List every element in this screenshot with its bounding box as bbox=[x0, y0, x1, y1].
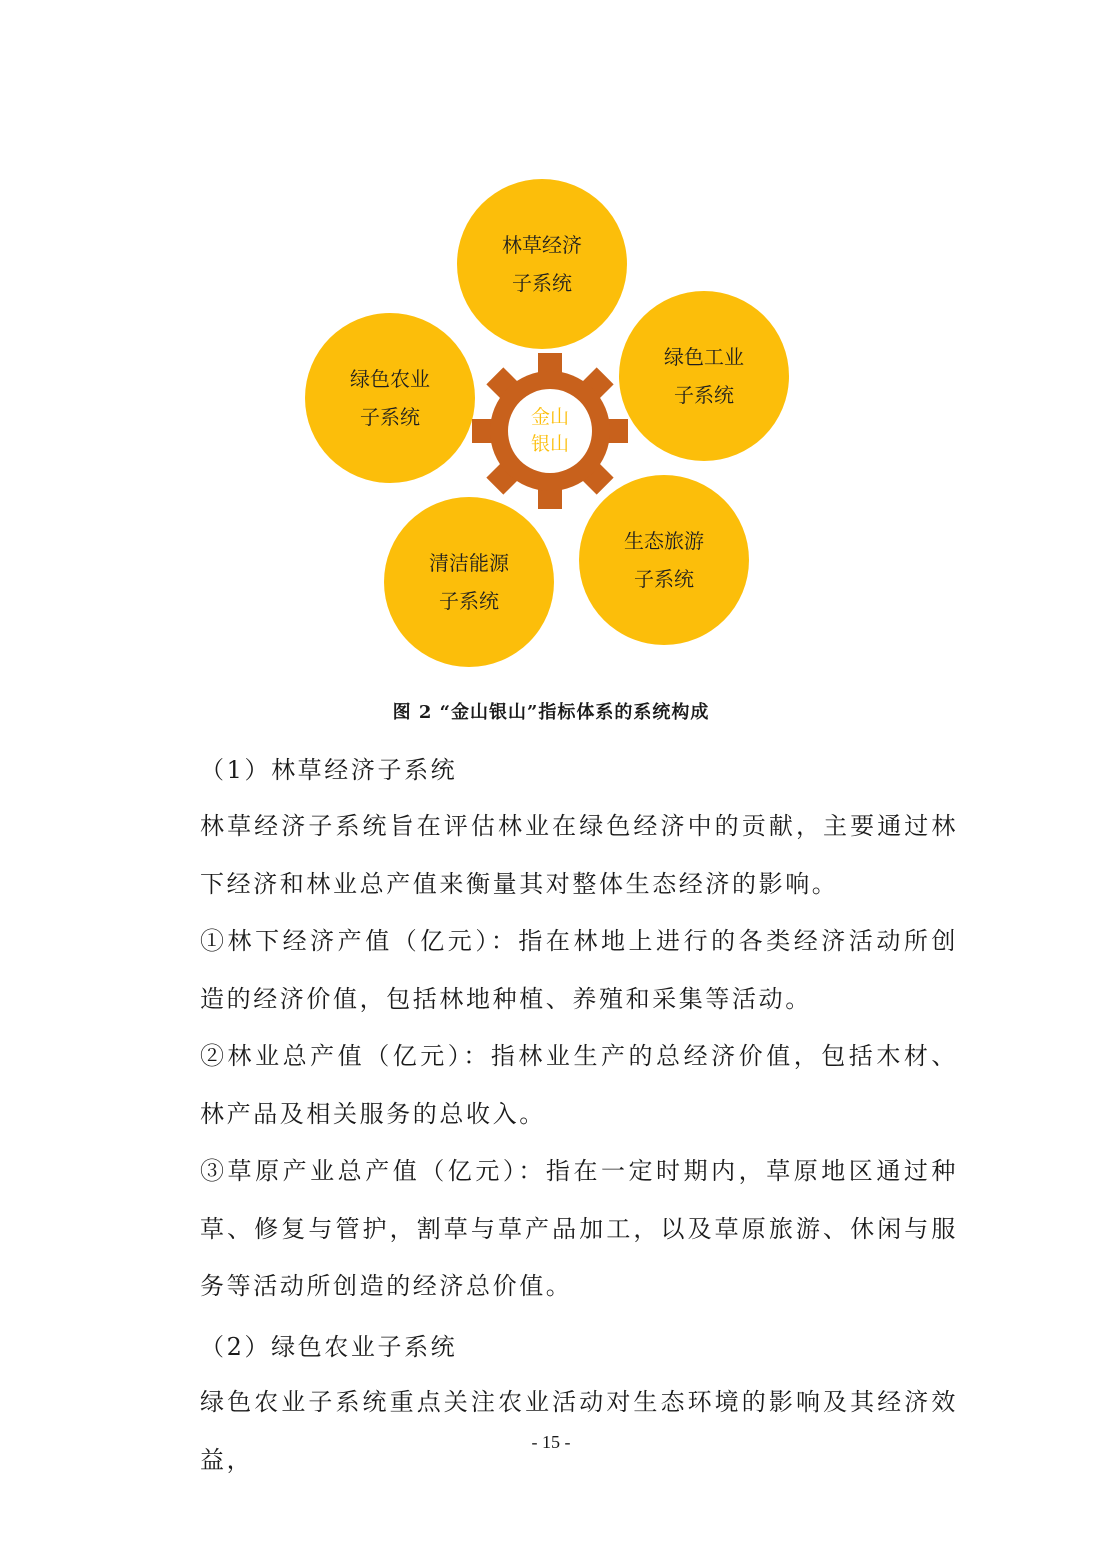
center-label-line1: 金山 bbox=[530, 406, 569, 428]
circle-green-industry bbox=[619, 291, 789, 461]
system-diagram bbox=[0, 0, 1102, 680]
circle-label-line1: 生态旅游 bbox=[624, 529, 704, 553]
figure-caption: 图 2 “金山银山”指标体系的系统构成 bbox=[392, 702, 710, 723]
circle-green-agriculture bbox=[305, 313, 475, 483]
circle-label-line2: 子系统 bbox=[674, 383, 734, 407]
center-label-line2: 银山 bbox=[530, 433, 569, 455]
center-label bbox=[472, 353, 628, 509]
section-1-heading: （1）林草经济子系统 bbox=[200, 756, 458, 784]
item-2-text: ②林业总产值（亿元）：指林业生产的总经济价值，包括木材、林产品及相关服务的总收入。 bbox=[200, 1042, 958, 1128]
center-gear bbox=[472, 353, 628, 509]
item-3-text: ③草原产业总产值（亿元）：指在一定时期内，草原地区通过种草、修复与管护，割草与草产品加工，以及草原旅游、休闲与服务等活动所创造的经济总价值。 bbox=[200, 1157, 958, 1300]
circle-label-line2: 子系统 bbox=[360, 405, 420, 429]
circle-label-line1: 清洁能源 bbox=[429, 551, 509, 575]
circle-label-line1: 绿色农业 bbox=[350, 367, 430, 391]
circle-label-line2: 子系统 bbox=[512, 271, 572, 295]
section-2-heading: （2）绿色农业子系统 bbox=[200, 1333, 458, 1361]
section-1-item-3 bbox=[148, 1143, 958, 1316]
circle-clean-energy bbox=[384, 497, 554, 667]
circle-label-line1: 林草经济 bbox=[502, 233, 582, 257]
circle-label-line2: 子系统 bbox=[634, 567, 694, 591]
circle-label-line2: 子系统 bbox=[439, 589, 499, 613]
section-1-intro bbox=[148, 798, 958, 913]
section-1-intro-text: 林草经济子系统旨在评估林业在绿色经济中的贡献，主要通过林下经济和林业总产值来衡量其对整体生态经济的影响。 bbox=[200, 812, 958, 898]
section-1-item-2 bbox=[148, 1028, 958, 1143]
section-2-intro-text: 绿色农业子系统重点关注农业活动对生态环境的影响及其经济效益， bbox=[200, 1388, 958, 1474]
circle-label-line1: 绿色工业 bbox=[664, 345, 744, 369]
circle-forest-grass-economy bbox=[457, 179, 627, 349]
item-1-text: ①林下经济产值（亿元）：指在林地上进行的各类经济活动所创造的经济价值，包括林地种植、养殖和采集等活动。 bbox=[200, 927, 958, 1013]
section-1-item-1 bbox=[148, 913, 958, 1028]
page-number: - 15 - bbox=[531, 1432, 571, 1452]
